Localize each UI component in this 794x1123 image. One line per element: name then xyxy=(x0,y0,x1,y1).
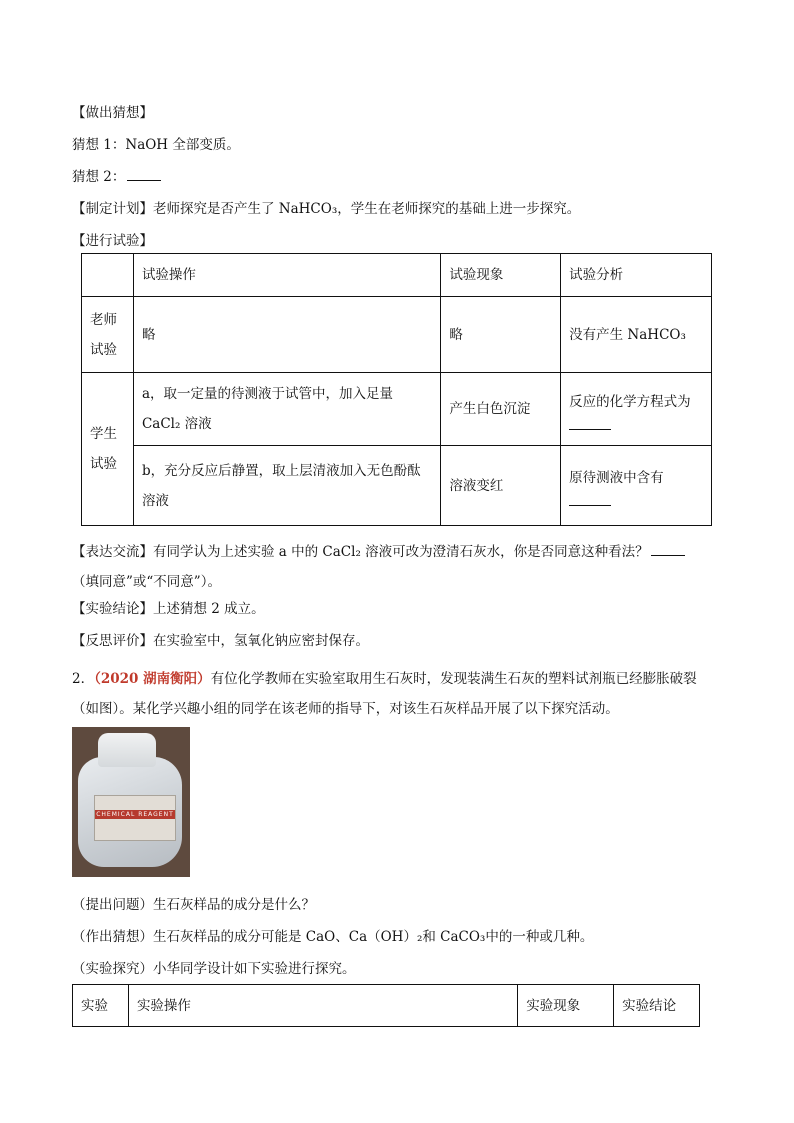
table-header-row xyxy=(82,254,712,297)
guess-header: 【做出猜想】 xyxy=(72,105,153,121)
table-row-student-a xyxy=(82,373,712,446)
table-cell: 略 xyxy=(441,297,561,373)
table-cell: b，充分反应后静置，取上层清液加入无色酚酞溶液 xyxy=(133,446,440,526)
answer-blank xyxy=(569,491,611,506)
q2-guess: （作出猜想）生石灰样品的成分可能是 CaO、Ca（OH）₂和 CaCO₃中的一种或几种。 xyxy=(72,929,594,945)
table-header-cell: 实验结论 xyxy=(614,985,700,1027)
table-header-cell: 实验 xyxy=(73,985,129,1027)
table-header-cell: 试验操作 xyxy=(133,254,440,297)
plan-label: 【制定计划】 xyxy=(72,201,153,217)
guess-2-label: 猜想 2： xyxy=(72,169,126,185)
question-source: （2020 湖南衡阳） xyxy=(94,671,211,687)
table-header-cell: 试验分析 xyxy=(561,254,712,297)
guess-1: 猜想 1：NaOH 全部变质。 xyxy=(72,137,240,153)
reflect-text: 在实验室中，氢氧化钠应密封保存。 xyxy=(153,633,369,649)
plan-text: 老师探究是否产生了 NaHCO₃，学生在老师探究的基础上进一步探究。 xyxy=(153,201,581,217)
bottle-neck xyxy=(98,733,156,767)
reagent-label xyxy=(94,795,176,841)
conclusion-label: 【实验结论】 xyxy=(72,601,153,617)
reflect-line xyxy=(72,632,369,650)
table-header-row xyxy=(73,985,700,1027)
discuss-label: 【表达交流】 xyxy=(72,544,153,560)
discuss-text-b: （填同意”或“不同意”）。 xyxy=(72,574,221,590)
teacher-label: 老师试验 xyxy=(82,297,134,373)
discuss-text-a: 有同学认为上述实验 a 中的 CaCl₂ 溶液可改为澄清石灰水，你是否同意这种看法？ xyxy=(153,544,649,560)
table-cell-analysis-a xyxy=(561,373,712,446)
q2-explore: （实验探究）小华同学设计如下实验进行探究。 xyxy=(72,961,356,977)
conclusion-text: 上述猜想 2 成立。 xyxy=(153,601,265,617)
question-number: 2． xyxy=(72,671,95,687)
table-row-teacher xyxy=(82,297,712,373)
student-label: 学生试验 xyxy=(82,373,134,526)
question-text: 有位化学教师在实验室取用生石灰时，发现装满生石灰的塑料试剂瓶已经膨胀破裂（如图）。某化学兴趣小组的同学在该老师的指导下，对该生石灰样品开展了以下探究活动。 xyxy=(72,671,697,717)
table-cell: 没有产生 NaHCO₃ xyxy=(561,297,712,373)
table-cell: 溶液变红 xyxy=(441,446,561,526)
answer-blank xyxy=(569,415,611,430)
q2-question: （提出问题）生石灰样品的成分是什么？ xyxy=(72,897,315,913)
table-header-cell xyxy=(82,254,134,297)
analysis-text: 原待测液中含有 xyxy=(569,470,664,486)
experiment-table-2 xyxy=(72,984,700,1027)
table-row-student-b xyxy=(82,446,712,526)
table-cell: a，取一定量的待测液于试管中，加入足量 CaCl₂ 溶液 xyxy=(133,373,440,446)
table-cell: 略 xyxy=(133,297,440,373)
conclusion-line xyxy=(72,600,265,618)
table-cell: 产生白色沉淀 xyxy=(441,373,561,446)
analysis-text: 反应的化学方程式为 xyxy=(569,393,691,410)
table-cell-analysis-b xyxy=(561,446,712,526)
discuss-blank xyxy=(651,543,685,556)
table-header-cell: 实验现象 xyxy=(518,985,614,1027)
experiment-table xyxy=(81,253,712,526)
reflect-label: 【反思评价】 xyxy=(72,633,153,649)
experiment-header: 【进行试验】 xyxy=(72,233,153,249)
discuss-paragraph xyxy=(72,537,712,597)
table-header-cell: 试验现象 xyxy=(441,254,561,297)
guess-2 xyxy=(72,168,163,186)
guess-2-blank xyxy=(127,168,161,181)
cracked-bottle-photo xyxy=(72,727,190,877)
question-2 xyxy=(72,664,708,724)
plan-line xyxy=(72,200,580,218)
table-header-cell: 实验操作 xyxy=(128,985,517,1027)
reagent-label-text: CHEMICAL REAGENT xyxy=(96,811,174,818)
